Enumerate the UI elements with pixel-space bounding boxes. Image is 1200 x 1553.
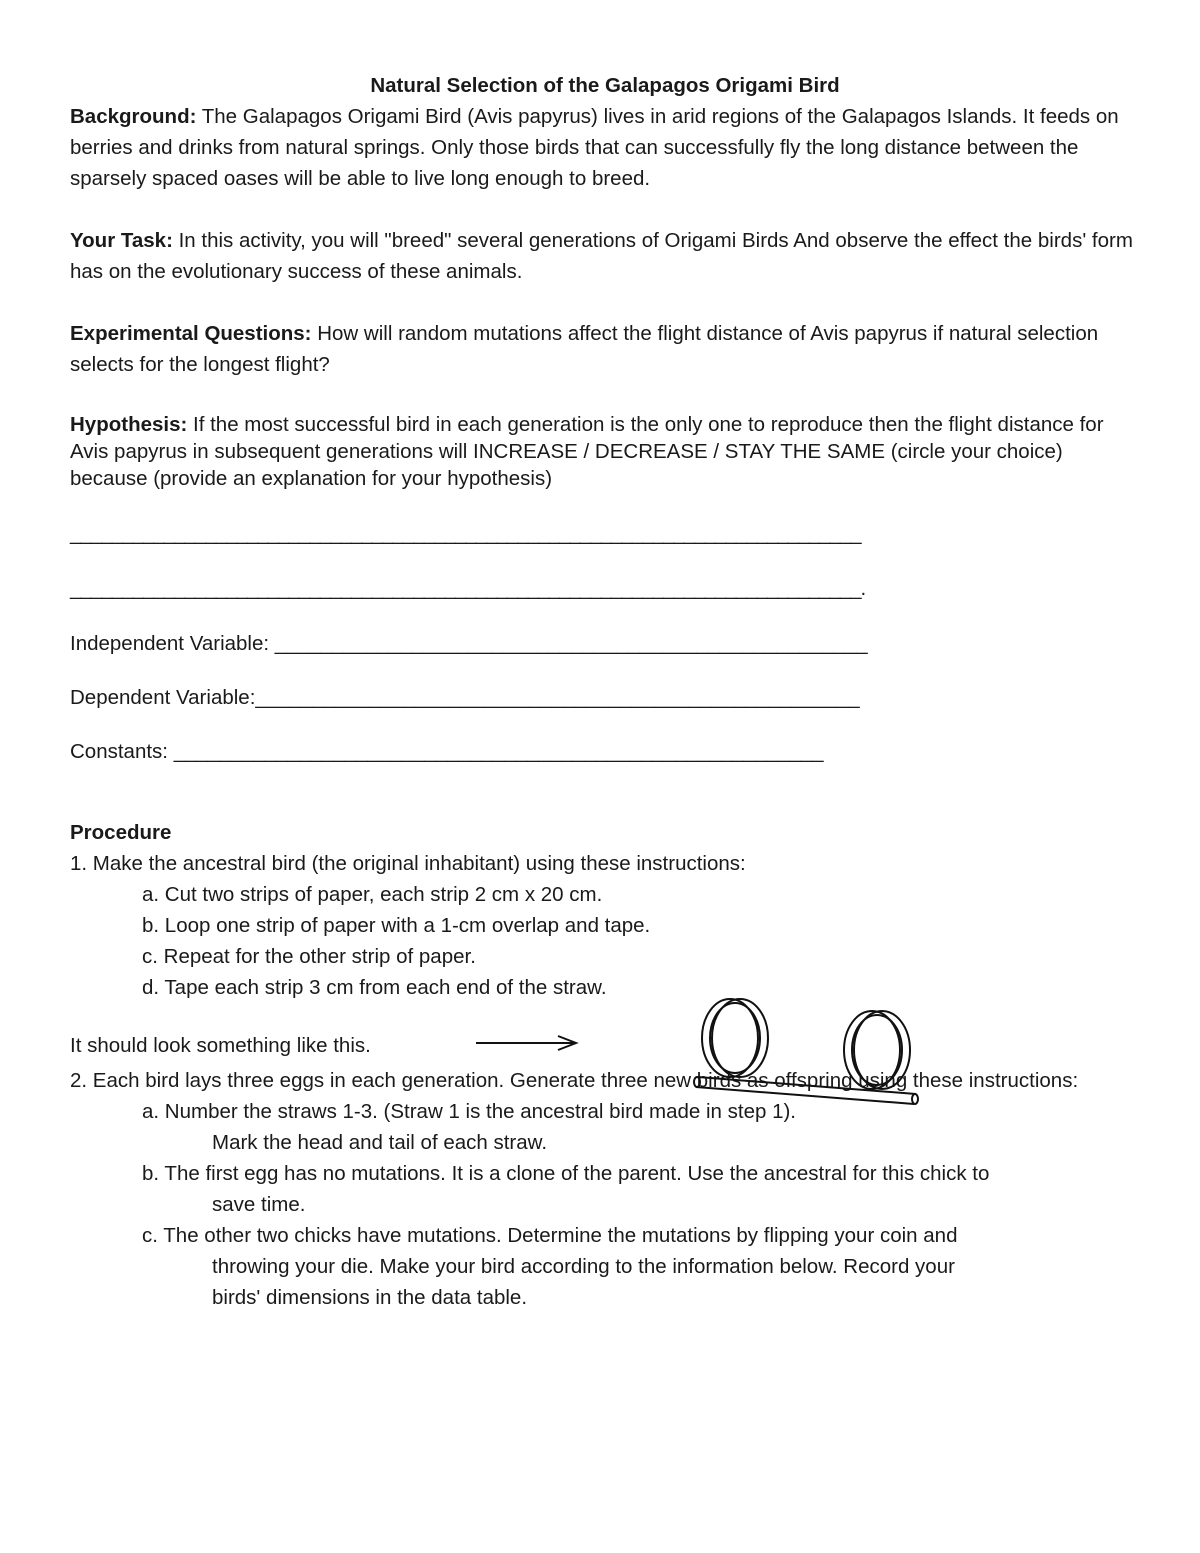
background-label: Background:: [70, 105, 197, 128]
procedure-step-2a: a. Number the straws 1-3. (Straw 1 is the ancestral bird made in step 1).: [142, 1100, 796, 1123]
independent-variable-field[interactable]: Independent Variable: ____________________________________________________: [70, 632, 868, 655]
task-label: Your Task:: [70, 229, 173, 252]
procedure-step-1b: b. Loop one strip of paper with a 1-cm overlap and tape.: [142, 914, 651, 937]
procedure-step-1a: a. Cut two strips of paper, each strip 2 cm x 20 cm.: [142, 883, 603, 906]
procedure-step-2c-continued-1: throwing your die. Make your bird according to the information below. Record your: [212, 1255, 955, 1278]
procedure-step-1c: c. Repeat for the other strip of paper.: [142, 945, 476, 968]
hypothesis-label: Hypothesis:: [70, 413, 188, 436]
procedure-step-2b-continued: save time.: [212, 1193, 306, 1216]
procedure-step-1: 1. Make the ancestral bird (the original inhabitant) using these instructions:: [70, 852, 746, 875]
procedure-step-2c: c. The other two chicks have mutations. Determine the mutations by flipping your coin and: [142, 1224, 958, 1247]
hypothesis-answer-line-1[interactable]: ____________________________________________________________________________: [70, 522, 861, 545]
procedure-heading: Procedure: [70, 821, 172, 844]
questions-text: How will random mutations affect the flight distance of Avis papyrus if natural selection selects for the longest flight?: [70, 322, 1099, 376]
procedure-step-2: 2. Each bird lays three eggs in each generation. Generate three new birds as offspring using these instructions:: [70, 1069, 1079, 1092]
procedure-step-2c-continued-2: birds' dimensions in the data table.: [212, 1286, 528, 1309]
questions-paragraph: [70, 318, 1140, 380]
questions-label: Experimental Questions:: [70, 322, 312, 345]
hypothesis-answer-line-2[interactable]: ____________________________________________________________________________.: [70, 577, 866, 600]
background-text: The Galapagos Origami Bird (Avis papyrus) lives in arid regions of the Galapagos Islands. It feeds on berries and drinks from natural springs. Only those birds that can successfully fly the long distance between the sparsely spaced oases will be able to live long enough to breed.: [70, 105, 1119, 190]
task-text: In this activity, you will "breed" several generations of Origami Birds And observe the effect the birds' form has on the evolutionary success of these animals.: [70, 229, 1133, 283]
figure-row: [70, 1003, 1140, 1065]
hypothesis-text: If the most successful bird in each generation is the only one to reproduce then the flight distance for Avis papyrus in subsequent generations will INCREASE / DECREASE / STAY THE SAME (circle your choice) because (provide an explanation for your hypothesis): [70, 413, 1104, 490]
right-arrow-icon: [474, 1033, 584, 1053]
background-paragraph: [70, 101, 1140, 194]
procedure-step-2a-continued: Mark the head and tail of each straw.: [212, 1131, 548, 1154]
figure-caption: It should look something like this.: [70, 1034, 371, 1057]
constants-field[interactable]: Constants: _________________________________________________________: [70, 740, 824, 763]
dependent-variable-field[interactable]: Dependent Variable:_____________________________________________________: [70, 686, 860, 709]
procedure-step-2b: b. The first egg has no mutations. It is a clone of the parent. Use the ancestral for this chick to: [142, 1162, 990, 1185]
procedure-step-1d: d. Tape each strip 3 cm from each end of the straw.: [142, 976, 607, 999]
page-title: Natural Selection of the Galapagos Origami Bird: [370, 74, 840, 97]
origami-bird-illustration: [690, 993, 930, 1105]
hypothesis-paragraph: [70, 411, 1140, 492]
task-paragraph: [70, 225, 1140, 287]
worksheet-page: [70, 70, 1140, 1313]
